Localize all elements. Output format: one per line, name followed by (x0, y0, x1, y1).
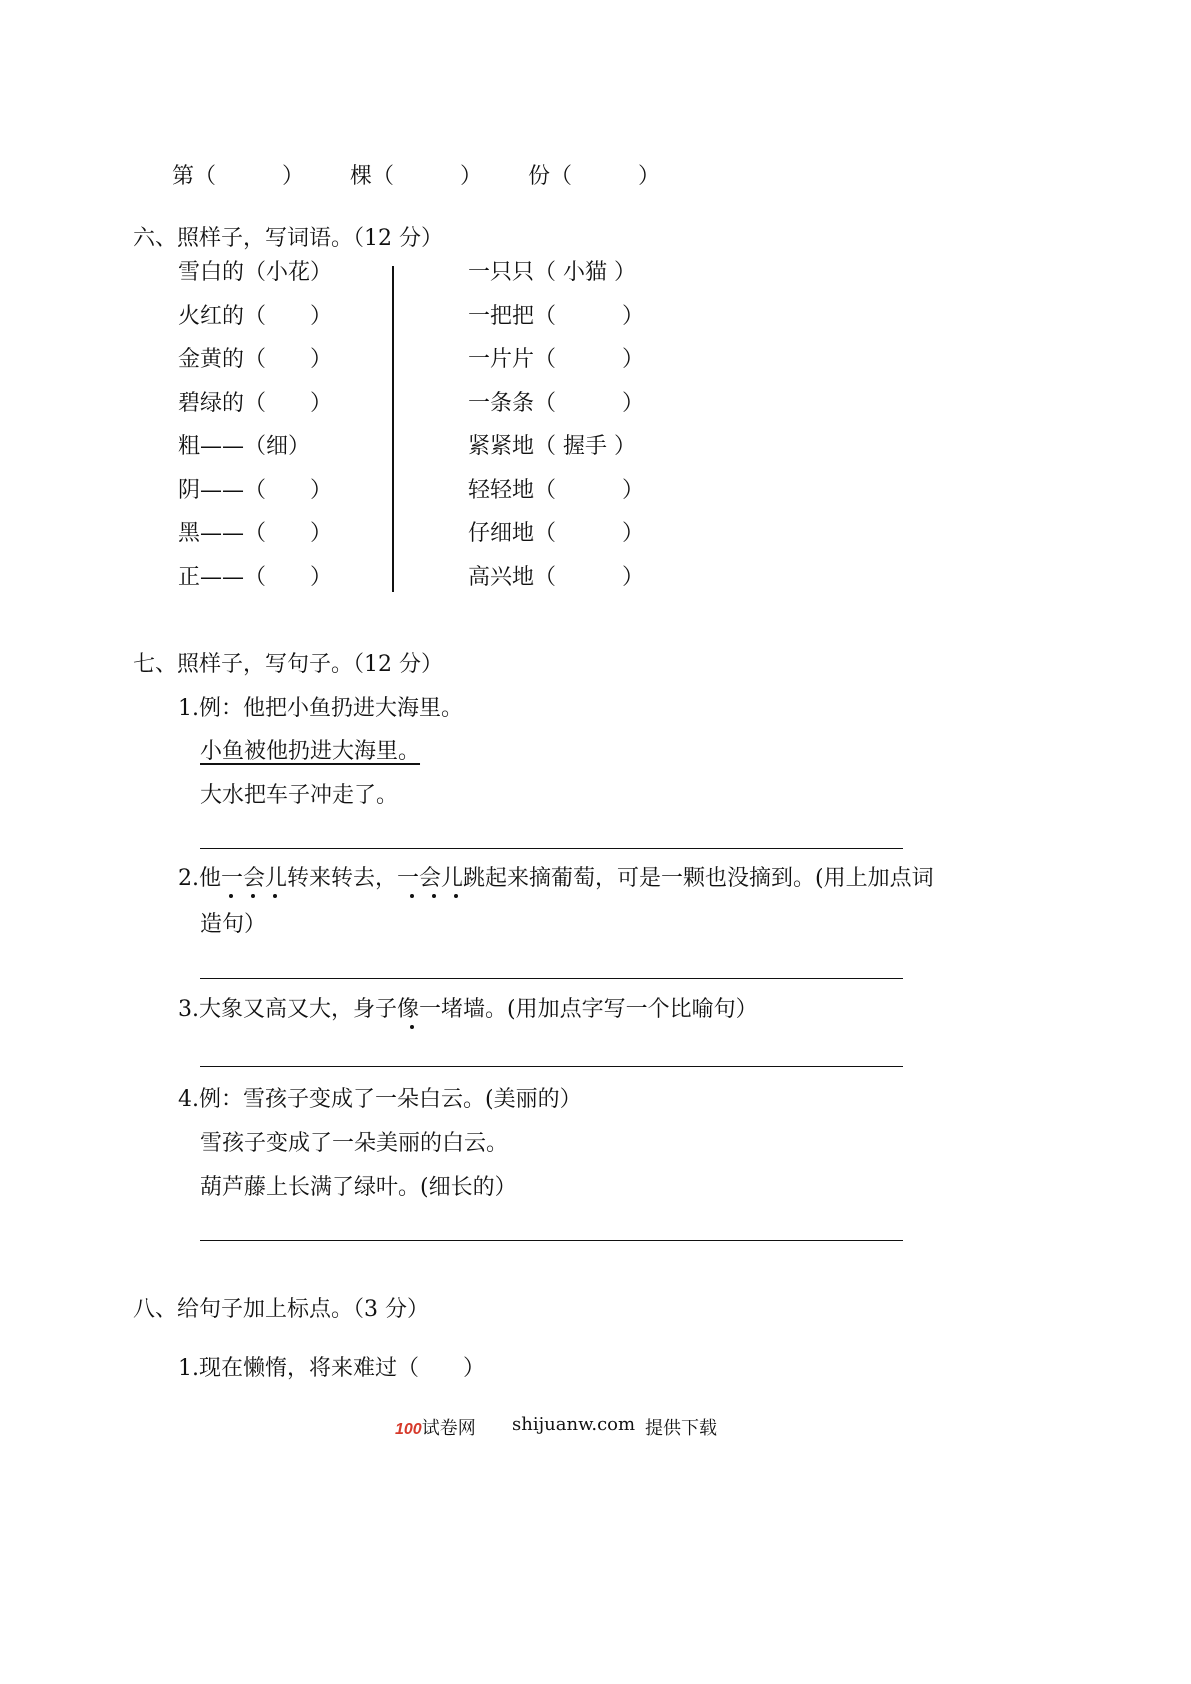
answer-line[interactable] (200, 1066, 903, 1067)
word-item: 黑——（ ） (178, 521, 333, 546)
q2-text-cont: 造句） (200, 912, 267, 937)
q4-answer: 雪孩子变成了一朵美丽的白云。 (200, 1131, 509, 1156)
answer-line[interactable] (200, 848, 903, 849)
section8-title: 八、给句子加上标点。（3 分） (133, 1297, 429, 1322)
logo-100: 100 (395, 1421, 422, 1438)
word-item: 一条条（ ） (468, 391, 645, 416)
blank-di: 第（ ） (172, 164, 305, 189)
footer-site[interactable]: shijuanw.com (512, 1414, 636, 1435)
section7-title: 七、照样子，写句子。（12 分） (133, 652, 443, 677)
emphasis-dot (251, 894, 255, 898)
q3-text: 3.大象又高又大，身子像一堵墙。(用加点字写一个比喻句） (178, 997, 758, 1022)
emphasis-dot (454, 894, 458, 898)
word-item: 碧绿的（ ） (178, 391, 333, 416)
answer-line[interactable] (200, 1240, 903, 1241)
answer-line[interactable] (200, 978, 903, 979)
word-item: 一片片（ ） (468, 347, 645, 372)
section6-title: 六、照样子，写词语。（12 分） (133, 226, 443, 251)
emphasis-dot (410, 894, 414, 898)
q1-prompt: 大水把车子冲走了。 (200, 783, 399, 808)
q2-text: 2.他一会儿转来转去，一会儿跳起来摘葡萄，可是一颗也没摘到。(用上加点词 (178, 866, 934, 891)
word-item: 阴——（ ） (178, 478, 333, 503)
emphasis-dot (410, 1025, 414, 1029)
q1-answer: 小鱼被他扔进大海里。 (200, 739, 421, 764)
q4-prompt: 葫芦藤上长满了绿叶。(细长的） (200, 1175, 517, 1200)
word-item: 紧紧地（ 握手 ） (468, 434, 636, 459)
word-item: 粗——（细） (178, 434, 311, 459)
word-item: 金黄的（ ） (178, 347, 333, 372)
word-item: 一把把（ ） (468, 304, 645, 329)
footer-note: 提供下载 (645, 1418, 717, 1439)
word-item: 轻轻地（ ） (468, 478, 645, 503)
blank-ke: 棵（ ） (350, 164, 483, 189)
emphasis-dot (273, 894, 277, 898)
word-item: 一只只（ 小猫 ） (468, 260, 636, 285)
q4-example: 4.例：雪孩子变成了一朵白云。(美丽的） (178, 1087, 582, 1112)
word-item: 高兴地（ ） (468, 565, 645, 590)
emphasis-dot (432, 894, 436, 898)
footer-logo (395, 1414, 476, 1440)
emphasis-dot (229, 894, 233, 898)
logo-text: 试卷网 (421, 1418, 476, 1439)
word-item: 雪白的（小花） (178, 260, 333, 285)
column-divider (392, 266, 394, 592)
blank-fen: 份（ ） (528, 164, 661, 189)
word-item: 火红的（ ） (178, 304, 333, 329)
q1-example: 1.例：他把小鱼扔进大海里。 (178, 696, 463, 721)
word-item: 仔细地（ ） (468, 521, 645, 546)
word-item: 正——（ ） (178, 565, 333, 590)
section8-q1: 1.现在懒惰，将来难过（ ） (178, 1356, 485, 1381)
